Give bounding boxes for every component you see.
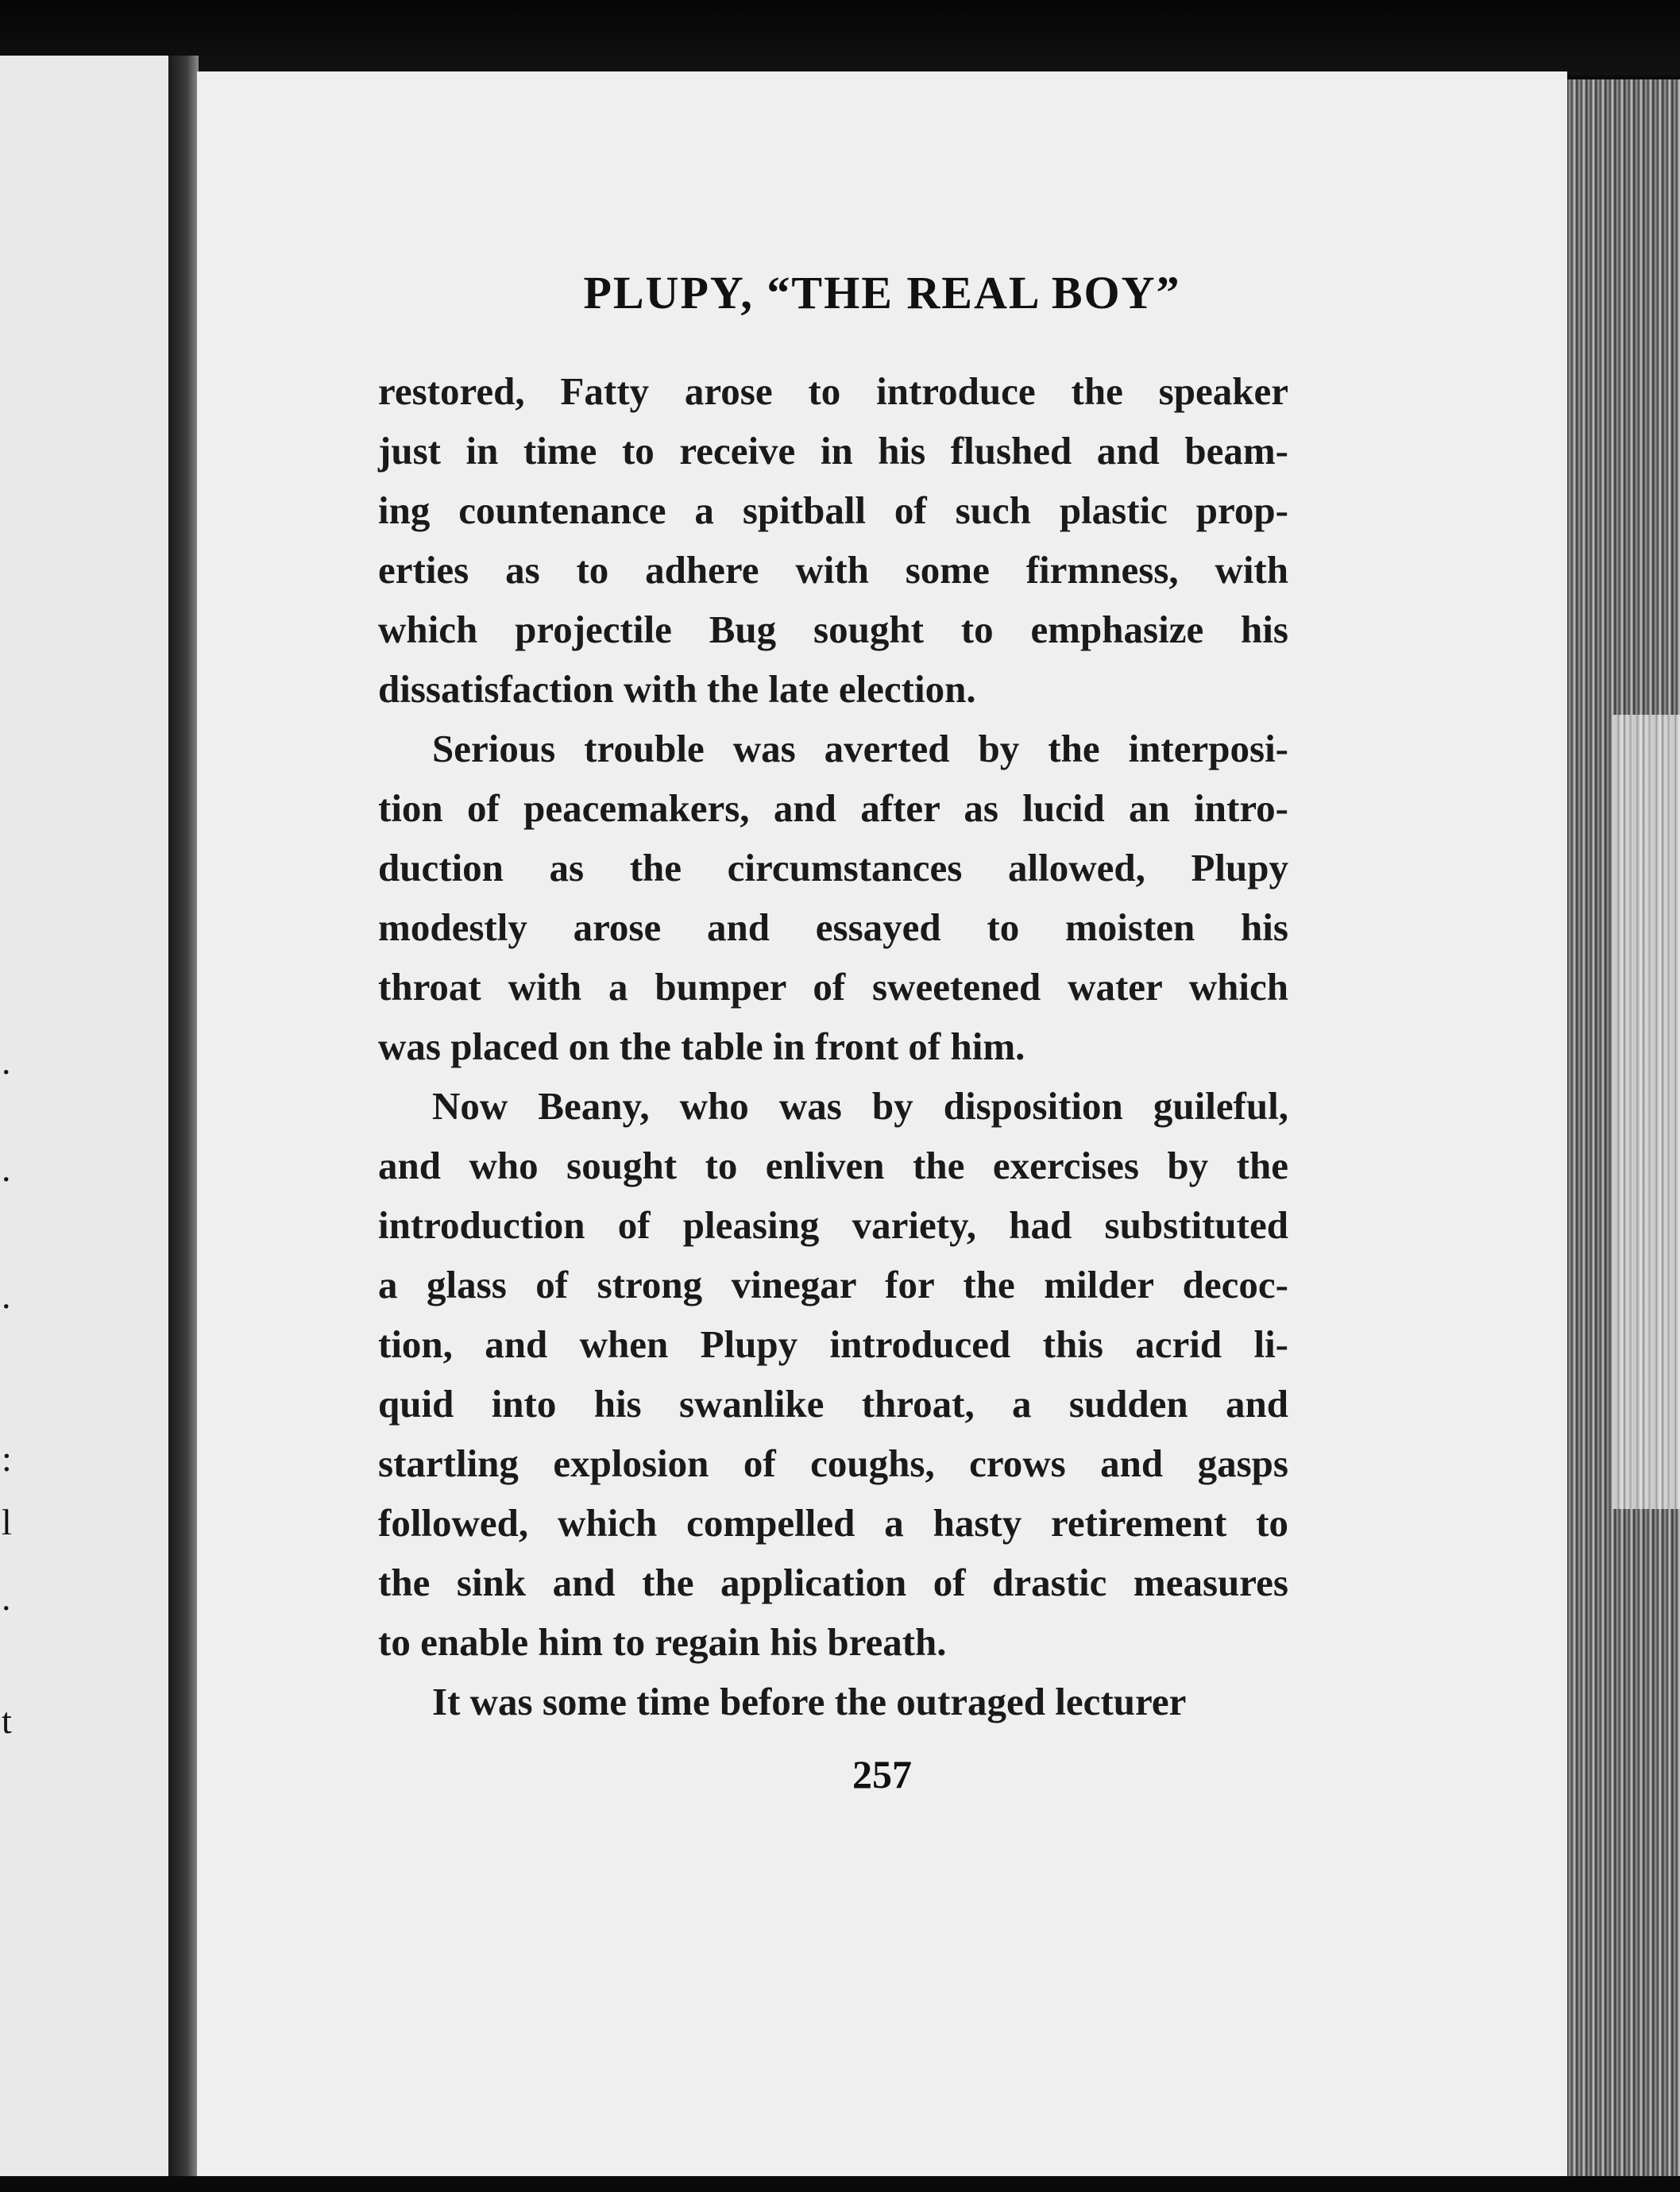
running-head: PLUPY, “THE REAL BOY”	[583, 267, 1181, 318]
facing-page-mark: .	[2, 1148, 11, 1189]
page-edges-highlight	[1612, 715, 1680, 1509]
text-line: throat with a bumper of sweetened water which	[378, 965, 1288, 1009]
facing-page-mark: .	[2, 1041, 11, 1082]
text-line: Now Beany, who was by disposition guileful,	[432, 1084, 1288, 1128]
text-line: ing countenance a spitball of such plastic prop-	[378, 488, 1288, 532]
text-line: tion, and when Plupy introduced this acrid li-	[378, 1322, 1288, 1366]
text-line: introduction of pleasing variety, had substituted	[378, 1203, 1288, 1247]
text-line: Serious trouble was averted by the interposi-	[432, 727, 1288, 770]
text-line: modestly arose and essayed to moisten his	[378, 905, 1288, 949]
text-line: to enable him to regain his breath.	[378, 1620, 947, 1664]
facing-page-mark: :	[2, 1438, 12, 1479]
facing-page-mark: l	[2, 1502, 12, 1542]
facing-page-mark: .	[2, 1275, 11, 1316]
text-line: startling explosion of coughs, crows and gasps	[378, 1441, 1288, 1485]
text-line: duction as the circumstances allowed, Plupy	[378, 846, 1288, 890]
book-gutter	[168, 56, 199, 2176]
text-line: restored, Fatty arose to introduce the speaker	[378, 369, 1288, 413]
text-line: the sink and the application of drastic measures	[378, 1561, 1288, 1604]
text-line: tion of peacemakers, and after as lucid an intro-	[378, 786, 1288, 830]
page-number: 257	[852, 1752, 912, 1796]
text-line: It was some time before the outraged lecturer	[432, 1680, 1187, 1723]
text-line: just in time to receive in his flushed and beam-	[378, 429, 1288, 473]
facing-page-mark: t	[2, 1700, 12, 1741]
text-line: and who sought to enliven the exercises by the	[378, 1144, 1288, 1187]
scan-top-band	[0, 0, 1680, 75]
text-line: dissatisfaction with the late election.	[378, 667, 976, 711]
body-text	[378, 361, 1288, 1731]
facing-page-mark: .	[2, 1577, 11, 1618]
text-line: erties as to adhere with some firmness, with	[378, 548, 1288, 592]
text-line: quid into his swanlike throat, a sudden and	[378, 1382, 1288, 1426]
text-line: a glass of strong vinegar for the milder decoc-	[378, 1263, 1288, 1306]
scan-bottom-band	[0, 2176, 1680, 2192]
facing-page-left	[0, 56, 173, 2176]
text-line: followed, which compelled a hasty retirement to	[378, 1501, 1288, 1545]
text-line: which projectile Bug sought to emphasize his	[378, 608, 1288, 651]
text-line: was placed on the table in front of him.	[378, 1025, 1025, 1068]
